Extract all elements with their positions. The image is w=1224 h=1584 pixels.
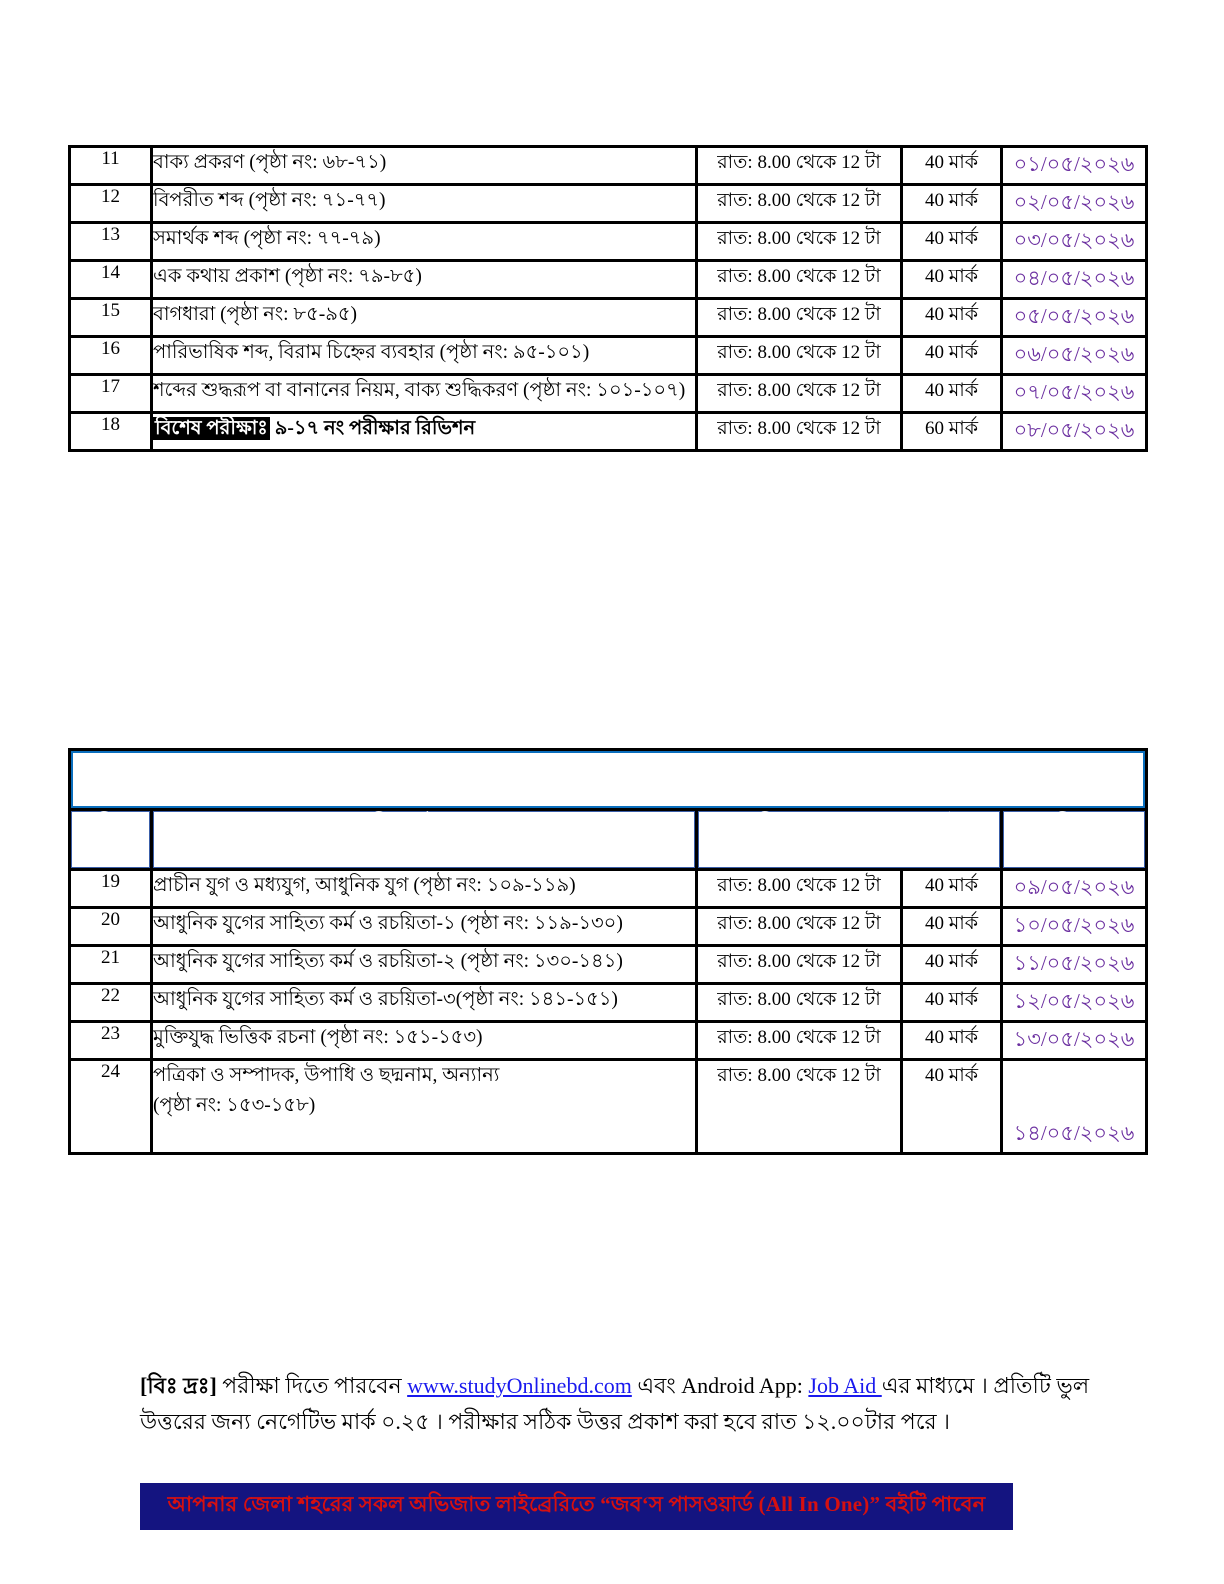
exam-topic: এক কথায় প্রকাশ (পৃষ্ঠা নং: ৭৯-৮৫) (152, 261, 697, 299)
exam-topic: শব্দের শুদ্ধরূপ বা বানানের নিয়ম, বাক্য শুদ্ধিকরণ (পৃষ্ঠা নং: ১০১-১০৭) (152, 375, 697, 413)
exam-number: 22 (70, 984, 152, 1022)
exam-topic-line1: পত্রিকা ও সম্পাদক, উপাধি ও ছদ্মনাম, অন্যান্য (153, 1065, 500, 1086)
table-row (70, 984, 1147, 1022)
exam-number: 16 (70, 337, 152, 375)
exam-date: ০৬/০৫/২০২৬ (1002, 337, 1147, 375)
exam-time: রাত: 8.00 থেকে 12 টা (697, 375, 902, 413)
exam-date: ১১/০৫/২০২৬ (1002, 946, 1147, 984)
exam-mark: 40 মার্ক (902, 984, 1002, 1022)
footer-note (140, 1368, 1140, 1439)
exam-time: রাত: 8.00 থেকে 12 টা (697, 299, 902, 337)
header-topic-line1: পরীক্ষার টপিক & (360, 814, 488, 835)
table-row (70, 261, 1147, 299)
exam-number: 15 (70, 299, 152, 337)
exam-date: ১৩/০৫/২০২৬ (1002, 1022, 1147, 1060)
table-header-row (70, 810, 1147, 870)
exam-mark: 40 মার্ক (902, 261, 1002, 299)
header-exam-no-line1: পরীক্ষা (85, 814, 136, 835)
schedule-table-part3 (68, 748, 1148, 1155)
table-row (70, 1060, 1147, 1154)
exam-mark: 40 মার্ক (902, 1022, 1002, 1060)
table-row (70, 223, 1147, 261)
exam-time: রাত: 8.00 থেকে 12 টা (697, 147, 902, 185)
exam-date: ১৪/০৫/২০২৬ (1002, 1060, 1147, 1154)
table-row (70, 870, 1147, 908)
exam-date: ০৮/০৫/২০২৬ (1002, 413, 1147, 451)
exam-topic-multiline (152, 1060, 697, 1154)
schedule-table-part2 (68, 145, 1148, 452)
exam-mark: 40 মার্ক (902, 946, 1002, 984)
exam-time: রাত: 8.00 থেকে 12 টা (697, 908, 902, 946)
table-row (70, 185, 1147, 223)
plan-title: পরিকল্পনা-03 (70, 750, 1147, 810)
table-row (70, 147, 1147, 185)
promo-banner: আপনার জেলা শহরের সকল অভিজাত লাইব্রেরিতে “জব‘স পাসওয়ার্ড (All In One)” বইটি পাবেন (140, 1483, 1013, 1530)
exam-topic: পারিভাষিক শব্দ, বিরাম চিহ্নের ব্যবহার (পৃষ্ঠা নং: ৯৫-১০১) (152, 337, 697, 375)
exam-time: রাত: 8.00 থেকে 12 টা (697, 337, 902, 375)
special-exam-label: বিশেষ পরীক্ষাঃ (155, 418, 268, 439)
table-row (70, 299, 1147, 337)
app-link[interactable]: Job Aid (808, 1373, 882, 1398)
header-exam-no-line2: নং (100, 842, 121, 864)
note-part3: এর মাধ্যমে । প্রতিটি ভুল উত্তরের জন্য নেগেটিভ মার্ক ০.২৫ । পরীক্ষার সঠিক উত্তর প্রকাশ করা হবে রাত ১২.০০টার পরে । (140, 1373, 1090, 1434)
exam-date: ০১/০৫/২০২৬ (1002, 147, 1147, 185)
exam-topic: বাগধারা (পৃষ্ঠা নং: ৮৫-৯৫) (152, 299, 697, 337)
table-row (70, 946, 1147, 984)
exam-number: 19 (70, 870, 152, 908)
header-topic (152, 810, 697, 870)
exam-date: ১২/০৫/২০২৬ (1002, 984, 1147, 1022)
exam-date: ০৩/০৫/২০২৬ (1002, 223, 1147, 261)
exam-topic: বাক্য প্রকরণ (পৃষ্ঠা নং: ৬৮-৭১) (152, 147, 697, 185)
exam-date: ১০/০৫/২০২৬ (1002, 908, 1147, 946)
exam-date: ০৫/০৫/২০২৬ (1002, 299, 1147, 337)
plan-title-row (70, 750, 1147, 810)
exam-time: রাত: 8.00 থেকে 12 টা (697, 261, 902, 299)
header-time-mark (697, 810, 1002, 870)
exam-topic: সমার্থক শব্দ (পৃষ্ঠা নং: ৭৭-৭৯) (152, 223, 697, 261)
table-row (70, 337, 1147, 375)
header-topic-line2: জব‘স পাসওয়ার্ড (All In One) বইয়ের পৃষ্ঠা নাম্বার (239, 842, 609, 864)
header-date-line2: তারিখ (1049, 842, 1099, 864)
header-time-mark-label: পরীক্ষা দেওয়ার সময় ও মার্ক (746, 814, 952, 835)
exam-number: 23 (70, 1022, 152, 1060)
exam-mark: 40 মার্ক (902, 908, 1002, 946)
exam-mark: 40 মার্ক (902, 223, 1002, 261)
exam-time: রাত: 8.00 থেকে 12 টা (697, 1022, 902, 1060)
exam-number: 20 (70, 908, 152, 946)
table-row-special (70, 413, 1147, 451)
exam-number: 11 (70, 147, 152, 185)
table-row (70, 375, 1147, 413)
exam-topic: আধুনিক যুগের সাহিত্য কর্ম ও রচয়িতা-১ (পৃষ্ঠা নং: ১১৯-১৩০) (152, 908, 697, 946)
exam-number: 17 (70, 375, 152, 413)
exam-date: ০৭/০৫/২০২৬ (1002, 375, 1147, 413)
exam-number: 12 (70, 185, 152, 223)
header-date-line1: পরীক্ষার (1043, 814, 1105, 835)
special-exam-rest: ৯-১৭ নং পরীক্ষার রিভিশন (269, 418, 476, 439)
exam-mark: 40 মার্ক (902, 337, 1002, 375)
exam-date: ০৯/০৫/২০২৬ (1002, 870, 1147, 908)
note-tag: [বিঃ দ্রঃ] (140, 1373, 217, 1398)
table-row (70, 908, 1147, 946)
exam-date: ০৪/০৫/২০২৬ (1002, 261, 1147, 299)
exam-mark: 60 মার্ক (902, 413, 1002, 451)
note-part1: পরীক্ষা দিতে পারবেন (216, 1373, 408, 1398)
note-part2: এবং Android App: (631, 1373, 809, 1398)
exam-number: 14 (70, 261, 152, 299)
exam-mark: 40 মার্ক (902, 870, 1002, 908)
exam-topic-line2: (পৃষ্ঠা নং: ১৫৩-১৫৮) (153, 1095, 316, 1117)
exam-time: রাত: 8.00 থেকে 12 টা (697, 984, 902, 1022)
exam-time: রাত: 8.00 থেকে 12 টা (697, 413, 902, 451)
table-row (70, 1022, 1147, 1060)
exam-topic: আধুনিক যুগের সাহিত্য কর্ম ও রচয়িতা-৩(পৃষ্ঠা নং: ১৪১-১৫১) (152, 984, 697, 1022)
header-exam-no (70, 810, 152, 870)
exam-number: 24 (70, 1060, 152, 1154)
exam-mark: 40 মার্ক (902, 147, 1002, 185)
exam-time: রাত: 8.00 থেকে 12 টা (697, 185, 902, 223)
exam-mark: 40 মার্ক (902, 375, 1002, 413)
exam-date: ০২/০৫/২০২৬ (1002, 185, 1147, 223)
exam-topic: প্রাচীন যুগ ও মধ্যযুগ, আধুনিক যুগ (পৃষ্ঠা নং: ১০৯-১১৯) (152, 870, 697, 908)
exam-time: রাত: 8.00 থেকে 12 টা (697, 946, 902, 984)
exam-topic: মুক্তিযুদ্ধ ভিত্তিক রচনা (পৃষ্ঠা নং: ১৫১-১৫৩) (152, 1022, 697, 1060)
exam-number: 13 (70, 223, 152, 261)
exam-topic-special (152, 413, 697, 451)
exam-topic: বিপরীত শব্দ (পৃষ্ঠা নং: ৭১-৭৭) (152, 185, 697, 223)
exam-topic: আধুনিক যুগের সাহিত্য কর্ম ও রচয়িতা-২ (পৃষ্ঠা নং: ১৩০-১৪১) (152, 946, 697, 984)
exam-number: 18 (70, 413, 152, 451)
exam-mark: 40 মার্ক (902, 185, 1002, 223)
header-date (1002, 810, 1147, 870)
exam-time: রাত: 8.00 থেকে 12 টা (697, 870, 902, 908)
exam-time: রাত: 8.00 থেকে 12 টা (697, 1060, 902, 1154)
exam-time: রাত: 8.00 থেকে 12 টা (697, 223, 902, 261)
exam-mark: 40 মার্ক (902, 299, 1002, 337)
exam-mark: 40 মার্ক (902, 1060, 1002, 1154)
exam-number: 21 (70, 946, 152, 984)
website-link[interactable]: www.studyOnlinebd.com (407, 1373, 632, 1398)
